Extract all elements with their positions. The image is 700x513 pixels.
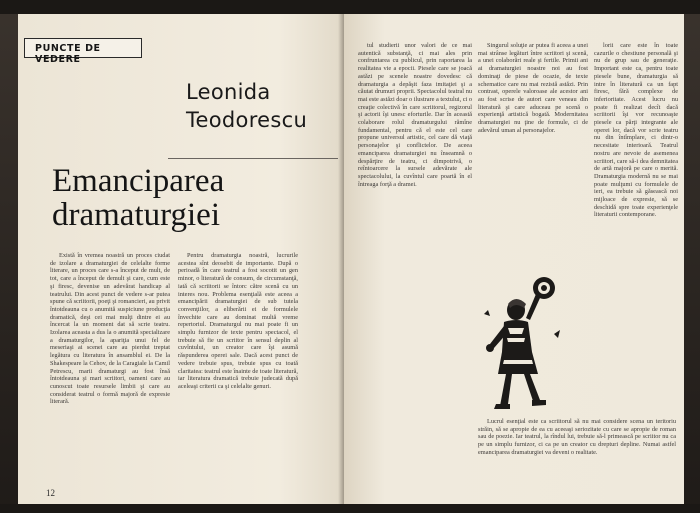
author-last-name: Teodorescu [186, 108, 308, 132]
paragraph: lorii care este în toate cazurile o chestiune personală şi nu de grup sau de generaţie. Important este ca, pentru toate piesele bune, dramaturgia să intre în literatură ca un fapt firesc, fără complexe de inferioritate. Acest lucru nu poate fi realizat decît dacă scriitorii îşi vor recunoaşte piesele ca părţi integrante ale operei lor, dacă vor scrie teatru nu din întîmplare, ci dintr-o necesitate interioară. Teatrul nostru are nevoie de asemenea scriitori, care să-i dea demnitatea de artă majoră pe care o merită. Dramaturgia modernă nu se mai poate mulţumi cu formulele de ieri, ea trebuie să găsească noi mijloace de expresie, să se deschidă spre toate experienţele literaturii contemporane. [594, 42, 678, 219]
binding-top [0, 0, 700, 14]
text-column-left-2 [178, 252, 298, 504]
text-column-right-1 [358, 42, 472, 492]
paragraph: Lucrul esenţial este ca scriitorul să nu mai considere scena un teritoriu străin, să se apropie de ea cu aceeaşi seriozitate cu care se apropie de roman sau de poezie. Iar teatrul, la rîndul lui, trebuie să-l primească pe scriitor nu ca pe un simplu furnizor, ci ca pe un creator cu drepturi depline. Numai astfel emanciparea dramaturgiei va deveni o realitate. [478, 418, 676, 456]
right-page [344, 14, 684, 504]
author-first-name: Leonida [186, 80, 271, 104]
left-page [18, 14, 344, 504]
paragraph: Există în vremea noastră un proces ciudat de izolare a dramaturgiei de celelalte forme literare, un proces care s-a început de mult, de tot, care a început de demult şi care, cum este şi firesc, devenise un adevărat handicap al teatrului. Din acest punct de vedere s-ar putea spune că scriitorii, poeţi şi romancieri, au privit întotdeauna cu o anumită suspiciune producţia dramatică, deşi cei mai mulţi dintre ei au încercat la un moment dat să scrie teatru. Izolarea aceasta a dus la o anumită specializare a dramaturgilor, la apariţia unui fel de meseriaşi ai scenei care au pierdut treptat legătura cu literatura în ansamblul ei. De la Shakespeare la Cehov, de la Caragiale la Camil Petrescu, marii dramaturgi au fost însă întotdeauna şi mari scriitori, oameni care au cunoscut toate resursele limbii şi care au considerat teatrul o formă majoră de expresie literară. [50, 252, 170, 406]
woodcut-figure [484, 277, 560, 409]
binding-bottom [0, 504, 700, 513]
dancer-with-rose-woodcut-icon [474, 274, 566, 412]
article-title-line-2: dramaturgiei [52, 197, 220, 233]
paragraph: Pentru dramaturgia noastră, lucrurile acestea sînt deosebit de importante. După o perioadă în care teatrul a fost socotit un gen minor, o literatură de consum, de circumstanţă, iată că scriitorii se întorc către scenă cu un interes nou. Problema esenţială este aceea a emancipării dramaturgiei de sub tutela convenţiilor, a eliberării ei de formulele învechite care au dominat multă vreme repertoriul. Dramaturgul nu mai poate fi un simplu furnizor de texte pentru spectacol, el trebuie să fie un scriitor în sensul deplin al cuvîntului, un creator care îşi asumă răspunderea operei sale. Dacă acest punct de vedere trebuie spus, trebuie spus cu toată claritatea: teatrul este înainte de toate literatură, iar literatura dramatică trebuie judecată după aceleaşi criterii ca şi celelalte genuri. [178, 252, 298, 390]
page-number: 12 [46, 488, 55, 498]
text-column-right-3 [594, 42, 678, 412]
text-column-left-1 [50, 252, 170, 504]
article-title-line-1: Emanciparea [52, 163, 225, 199]
paragraph: tul studierii unor valori de ce mai autentică substanţă, ci mai ales prin confruntarea cu publicul, prin raportarea la realitatea vie a epocii. Piesele care se joacă astăzi pe scenele noastre dovedesc că dramaturgia a depăşit faza imitaţiei şi a căutat drumuri proprii. Spectacolul teatral nu mai este astăzi doar o ilustrare a textului, ci o creaţie colectivă în care scriitorul, regizorul şi actorii îşi unesc eforturile. Dar în această colaborare rolul dramaturgului rămîne fundamental, pentru că el este cel care propune universul artistic, cel care dă viaţă personajelor şi conflictelor. De aceea emanciparea dramaturgiei nu înseamnă o despărţire de teatru, ci dimpotrivă, o reîntoarcere la sursele adevărate ale spectacolului, la cuvîntul care poartă în el întreaga forţă a dramei. [358, 42, 472, 188]
text-column-right-2 [478, 42, 588, 268]
section-label: PUNCTE DE VEDERE [35, 43, 101, 65]
text-column-right-2-bottom [478, 418, 676, 494]
paragraph: Singurul soluţie ar putea fi aceea a unei mai strânse legături între scriitori şi scenă, a unei colaborări reale şi fertile. Primii ani ai dramaturgiei noastre noi au fost dominaţi de piese de ocazie, de texte schematice care nu mai rezistă astăzi. Prin contrast, operele valoroase ale acestor ani au fost scrise de autori care veneau din literatură şi care aduceau pe scenă o experienţă artistică bogată. Modernitatea dramaturgiei nu ţine de formule, ci de adevărul uman al personajelor. [478, 42, 588, 134]
section-header-box [24, 38, 142, 65]
author-block [168, 72, 338, 159]
